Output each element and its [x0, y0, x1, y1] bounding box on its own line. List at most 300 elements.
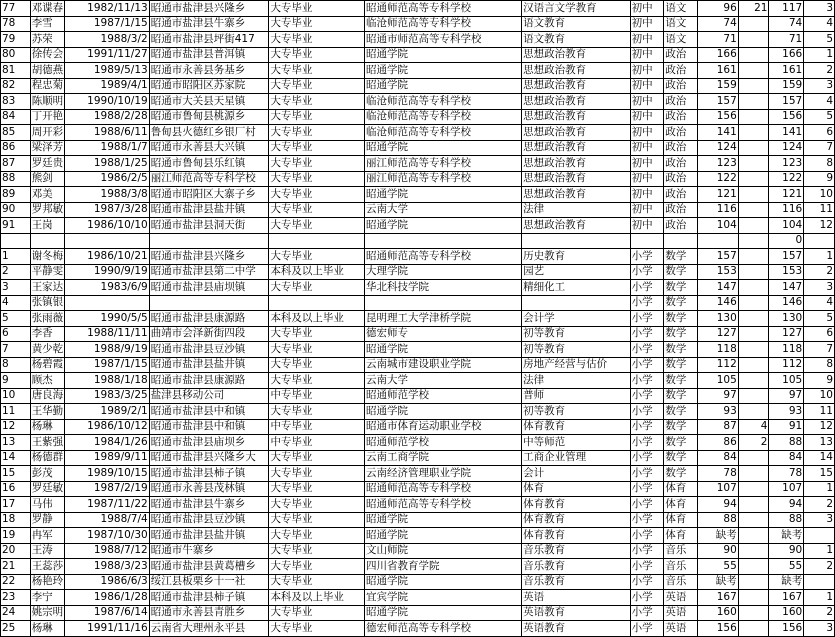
row-number-cell: 81 — [1, 63, 31, 79]
row-number-cell: 15 — [1, 466, 31, 482]
total-score-cell: 0 — [769, 233, 804, 249]
rank-cell: 7 — [804, 140, 835, 156]
bonus-score-cell — [738, 249, 769, 265]
education-level-cell: 大专毕业 — [269, 16, 365, 32]
subject-cell: 音乐 — [664, 559, 698, 575]
bonus-score-cell — [738, 47, 769, 63]
total-score-cell: 160 — [769, 605, 804, 621]
graduate-school-cell: 昭通学院 — [365, 47, 522, 63]
applicant-name-cell: 王紫强 — [30, 435, 65, 451]
table-row — [1, 388, 835, 404]
major-cell: 初等教育 — [522, 326, 631, 342]
written-score-cell: 160 — [698, 605, 739, 621]
total-score-cell: 84 — [769, 450, 804, 466]
address-cell: 昭通市永善县茂林镇 — [149, 481, 269, 497]
school-level-cell: 小学 — [630, 419, 664, 435]
school-level-cell: 初中 — [630, 47, 664, 63]
applicant-name-cell: 陈顺明 — [30, 94, 65, 110]
subject-cell: 政治 — [664, 156, 698, 172]
rank-cell: 9 — [804, 373, 835, 389]
birth-date-cell: 1990/9/19 — [65, 264, 150, 280]
graduate-school-cell: 德宏师范高等专科学校 — [365, 621, 522, 637]
total-score-cell: 88 — [769, 435, 804, 451]
school-level-cell: 初中 — [630, 156, 664, 172]
row-number-cell: 11 — [1, 404, 31, 420]
total-score-cell: 104 — [769, 218, 804, 234]
row-number-cell: 14 — [1, 450, 31, 466]
row-number-cell: 90 — [1, 202, 31, 218]
table-row — [1, 373, 835, 389]
table-row — [1, 435, 835, 451]
bonus-score-cell — [738, 280, 769, 296]
table-row — [1, 264, 835, 280]
education-level-cell: 大专毕业 — [269, 497, 365, 513]
table-row — [1, 233, 835, 249]
subject-cell: 音乐 — [664, 543, 698, 559]
education-level-cell: 大专毕业 — [269, 621, 365, 637]
graduate-school-cell: 云南大学 — [365, 373, 522, 389]
row-number-cell: 20 — [1, 543, 31, 559]
address-cell: 昭通市盐津县坪街417 — [149, 32, 269, 48]
applicant-name-cell: 梁泽芳 — [30, 140, 65, 156]
address-cell: 昭通市盐津县盐井镇 — [149, 202, 269, 218]
bonus-score-cell — [738, 528, 769, 544]
bonus-score-cell — [738, 543, 769, 559]
rank-cell: 2 — [804, 497, 835, 513]
bonus-score-cell — [738, 621, 769, 637]
education-level-cell: 大专毕业 — [269, 574, 365, 590]
rank-cell: 3 — [804, 1, 835, 17]
graduate-school-cell: 临沧师范高等专科学校 — [365, 125, 522, 141]
rank-cell — [804, 528, 835, 544]
total-score-cell: 118 — [769, 342, 804, 358]
address-cell: 昭通市盐津县柿子镇 — [149, 466, 269, 482]
subject-cell: 政治 — [664, 94, 698, 110]
subject-cell: 数学 — [664, 311, 698, 327]
education-level-cell: 大专毕业 — [269, 373, 365, 389]
total-score-cell: 127 — [769, 326, 804, 342]
written-score-cell: 107 — [698, 481, 739, 497]
school-level-cell: 小学 — [630, 342, 664, 358]
bonus-score-cell — [738, 78, 769, 94]
table-body — [1, 1, 835, 637]
rank-cell: 10 — [804, 187, 835, 203]
applicant-name-cell: 杨德群 — [30, 450, 65, 466]
address-cell: 昭通市鲁甸县桃源乡 — [149, 109, 269, 125]
total-score-cell: 117 — [769, 1, 804, 17]
row-number-cell: 12 — [1, 419, 31, 435]
birth-date-cell: 1987/2/19 — [65, 481, 150, 497]
major-cell: 英语 — [522, 590, 631, 606]
table-row — [1, 497, 835, 513]
address-cell: 昭通市盐津县兴隆乡 — [149, 249, 269, 265]
subject-cell: 数学 — [664, 295, 698, 311]
total-score-cell: 123 — [769, 156, 804, 172]
total-score-cell: 107 — [769, 481, 804, 497]
major-cell: 音乐教育 — [522, 574, 631, 590]
rank-cell: 13 — [804, 435, 835, 451]
rank-cell: 4 — [804, 94, 835, 110]
address-cell: 昭通市盐津县洞天街 — [149, 218, 269, 234]
school-level-cell: 小学 — [630, 404, 664, 420]
school-level-cell: 小学 — [630, 528, 664, 544]
school-level-cell: 小学 — [630, 497, 664, 513]
table-row — [1, 559, 835, 575]
birth-date-cell: 1982/11/13 — [65, 1, 150, 17]
applicant-name-cell: 程忠菊 — [30, 78, 65, 94]
applicant-name-cell: 王涛 — [30, 543, 65, 559]
subject-cell: 体育 — [664, 481, 698, 497]
school-level-cell: 初中 — [630, 125, 664, 141]
school-level-cell: 小学 — [630, 264, 664, 280]
bonus-score-cell — [738, 605, 769, 621]
row-number-cell: 5 — [1, 311, 31, 327]
education-level-cell: 本科及以上毕业 — [269, 264, 365, 280]
school-level-cell: 小学 — [630, 373, 664, 389]
education-level-cell: 大专毕业 — [269, 140, 365, 156]
graduate-school-cell: 昆明理工大学津桥学院 — [365, 311, 522, 327]
education-level-cell: 大专毕业 — [269, 47, 365, 63]
applicant-name-cell: 杨艳玲 — [30, 574, 65, 590]
address-cell: 昭通市盐津县中和镇 — [149, 404, 269, 420]
graduate-school-cell: 昭通师范高等专科学校 — [365, 481, 522, 497]
major-cell: 园艺 — [522, 264, 631, 280]
written-score-cell: 121 — [698, 187, 739, 203]
rank-cell: 10 — [804, 388, 835, 404]
written-score-cell: 97 — [698, 388, 739, 404]
graduate-school-cell: 昭通师范高等专科学校 — [365, 497, 522, 513]
applicant-name-cell: 王华勤 — [30, 404, 65, 420]
bonus-score-cell — [738, 342, 769, 358]
rank-cell: 5 — [804, 109, 835, 125]
rank-cell — [804, 233, 835, 249]
birth-date-cell: 1987/10/30 — [65, 528, 150, 544]
subject-cell: 政治 — [664, 202, 698, 218]
subject-cell: 体育 — [664, 512, 698, 528]
written-score-cell: 124 — [698, 140, 739, 156]
subject-cell: 政治 — [664, 47, 698, 63]
education-level-cell: 大专毕业 — [269, 528, 365, 544]
subject-cell: 数学 — [664, 264, 698, 280]
bonus-score-cell — [738, 450, 769, 466]
birth-date-cell: 1989/2/1 — [65, 404, 150, 420]
birth-date-cell: 1986/2/5 — [65, 171, 150, 187]
major-cell: 会计学 — [522, 311, 631, 327]
written-score-cell: 105 — [698, 373, 739, 389]
birth-date-cell: 1987/1/15 — [65, 357, 150, 373]
subject-cell: 英语 — [664, 590, 698, 606]
major-cell: 体育教育 — [522, 528, 631, 544]
school-level-cell: 小学 — [630, 295, 664, 311]
total-score-cell: 缺考 — [769, 528, 804, 544]
school-level-cell: 小学 — [630, 559, 664, 575]
row-number-cell: 6 — [1, 326, 31, 342]
table-row — [1, 512, 835, 528]
table-row — [1, 218, 835, 234]
birth-date-cell: 1989/9/11 — [65, 450, 150, 466]
address-cell: 昭通市盐津县黄葛槽乡 — [149, 559, 269, 575]
education-level-cell: 大专毕业 — [269, 187, 365, 203]
address-cell: 昭通市盐津县盐井镇 — [149, 357, 269, 373]
major-cell: 思想政治教育 — [522, 47, 631, 63]
address-cell: 昭通市永善县大兴镇 — [149, 140, 269, 156]
written-score-cell: 127 — [698, 326, 739, 342]
major-cell: 思想政治教育 — [522, 218, 631, 234]
major-cell: 中等师范 — [522, 435, 631, 451]
birth-date-cell: 1990/10/19 — [65, 94, 150, 110]
graduate-school-cell — [365, 295, 522, 311]
education-level-cell: 大专毕业 — [269, 280, 365, 296]
bonus-score-cell: 21 — [738, 1, 769, 17]
graduate-school-cell: 四川省教育学院 — [365, 559, 522, 575]
row-number-cell: 2 — [1, 264, 31, 280]
birth-date-cell: 1990/5/5 — [65, 311, 150, 327]
total-score-cell: 78 — [769, 466, 804, 482]
school-level-cell: 小学 — [630, 357, 664, 373]
major-cell — [522, 295, 631, 311]
total-score-cell: 130 — [769, 311, 804, 327]
subject-cell: 政治 — [664, 218, 698, 234]
applicant-name-cell: 王蕊莎 — [30, 559, 65, 575]
total-score-cell: 74 — [769, 16, 804, 32]
row-number-cell: 91 — [1, 218, 31, 234]
rank-cell: 2 — [804, 264, 835, 280]
address-cell: 昭通市盐津县盐井镇 — [149, 528, 269, 544]
written-score-cell: 116 — [698, 202, 739, 218]
major-cell: 工商企业管理 — [522, 450, 631, 466]
written-score-cell: 93 — [698, 404, 739, 420]
row-number-cell: 79 — [1, 32, 31, 48]
rank-cell: 9 — [804, 171, 835, 187]
written-score-cell: 94 — [698, 497, 739, 513]
applicant-name-cell: 张镇银 — [30, 295, 65, 311]
table-row — [1, 78, 835, 94]
subject-cell: 政治 — [664, 125, 698, 141]
education-level-cell: 中专毕业 — [269, 388, 365, 404]
major-cell: 初等教育 — [522, 342, 631, 358]
birth-date-cell: 1988/7/4 — [65, 512, 150, 528]
school-level-cell: 小学 — [630, 326, 664, 342]
rank-cell: 15 — [804, 466, 835, 482]
total-score-cell: 55 — [769, 559, 804, 575]
table-row — [1, 16, 835, 32]
address-cell: 昭通市盐津县庙坝乡 — [149, 435, 269, 451]
rank-cell: 6 — [804, 125, 835, 141]
birth-date-cell: 1986/10/21 — [65, 249, 150, 265]
total-score-cell: 71 — [769, 32, 804, 48]
rank-cell: 1 — [804, 543, 835, 559]
school-level-cell: 小学 — [630, 466, 664, 482]
total-score-cell: 161 — [769, 63, 804, 79]
education-level-cell: 大专毕业 — [269, 109, 365, 125]
subject-cell: 体育 — [664, 528, 698, 544]
major-cell: 语文教育 — [522, 32, 631, 48]
written-score-cell: 153 — [698, 264, 739, 280]
total-score-cell: 90 — [769, 543, 804, 559]
education-level-cell: 大专毕业 — [269, 63, 365, 79]
table-row — [1, 419, 835, 435]
school-level-cell: 初中 — [630, 32, 664, 48]
subject-cell: 体育 — [664, 497, 698, 513]
applicant-name-cell: 徐传会 — [30, 47, 65, 63]
table-row — [1, 109, 835, 125]
subject-cell: 数学 — [664, 342, 698, 358]
bonus-score-cell — [738, 187, 769, 203]
total-score-cell: 94 — [769, 497, 804, 513]
subject-cell: 数学 — [664, 357, 698, 373]
graduate-school-cell: 昭通市体育运动职业学校 — [365, 419, 522, 435]
school-level-cell: 小学 — [630, 512, 664, 528]
graduate-school-cell — [365, 233, 522, 249]
graduate-school-cell: 昭通学院 — [365, 528, 522, 544]
written-score-cell: 71 — [698, 32, 739, 48]
birth-date-cell: 1991/11/16 — [65, 621, 150, 637]
education-level-cell: 大专毕业 — [269, 1, 365, 17]
bonus-score-cell — [738, 497, 769, 513]
written-score-cell: 缺考 — [698, 574, 739, 590]
written-score-cell: 146 — [698, 295, 739, 311]
table-row — [1, 450, 835, 466]
written-score-cell: 87 — [698, 419, 739, 435]
applicant-name-cell: 邓美 — [30, 187, 65, 203]
written-score-cell: 55 — [698, 559, 739, 575]
row-number-cell: 80 — [1, 47, 31, 63]
major-cell: 法律 — [522, 202, 631, 218]
bonus-score-cell: 4 — [738, 419, 769, 435]
written-score-cell: 159 — [698, 78, 739, 94]
row-number-cell: 7 — [1, 342, 31, 358]
school-level-cell: 小学 — [630, 435, 664, 451]
table-row — [1, 295, 835, 311]
major-cell: 思想政治教育 — [522, 109, 631, 125]
table-row — [1, 481, 835, 497]
school-level-cell: 初中 — [630, 202, 664, 218]
birth-date-cell: 1991/11/27 — [65, 47, 150, 63]
birth-date-cell: 1983/6/9 — [65, 280, 150, 296]
row-number-cell: 9 — [1, 373, 31, 389]
school-level-cell: 初中 — [630, 140, 664, 156]
applicant-name-cell: 熊剑 — [30, 171, 65, 187]
graduate-school-cell: 昭通师范高等专科学校 — [365, 1, 522, 17]
applicant-name-cell — [30, 233, 65, 249]
address-cell: 昭通市大关县天星镇 — [149, 94, 269, 110]
education-level-cell: 大专毕业 — [269, 342, 365, 358]
total-score-cell: 157 — [769, 94, 804, 110]
birth-date-cell: 1988/1/25 — [65, 156, 150, 172]
school-level-cell: 小学 — [630, 590, 664, 606]
table-row — [1, 202, 835, 218]
row-number-cell: 25 — [1, 621, 31, 637]
table-row — [1, 249, 835, 265]
total-score-cell: 157 — [769, 249, 804, 265]
address-cell: 昭通市盐津县康源路 — [149, 373, 269, 389]
graduate-school-cell: 昭通学院 — [365, 512, 522, 528]
bonus-score-cell — [738, 32, 769, 48]
major-cell: 普师 — [522, 388, 631, 404]
subject-cell: 英语 — [664, 605, 698, 621]
applicant-name-cell: 张雨薇 — [30, 311, 65, 327]
graduate-school-cell: 大理学院 — [365, 264, 522, 280]
row-number-cell: 8 — [1, 357, 31, 373]
address-cell: 昭通市盐津县第二中学 — [149, 264, 269, 280]
bonus-score-cell — [738, 574, 769, 590]
rank-cell: 14 — [804, 450, 835, 466]
applicant-name-cell: 谢冬梅 — [30, 249, 65, 265]
applicant-name-cell: 马伟 — [30, 497, 65, 513]
major-cell: 房地产经营与估价 — [522, 357, 631, 373]
table-row — [1, 187, 835, 203]
subject-cell: 数学 — [664, 249, 698, 265]
table-row — [1, 621, 835, 637]
graduate-school-cell: 昭通师范高等专科学校 — [365, 249, 522, 265]
major-cell: 思想政治教育 — [522, 63, 631, 79]
total-score-cell: 124 — [769, 140, 804, 156]
bonus-score-cell — [738, 140, 769, 156]
graduate-school-cell: 云南经济管理职业学院 — [365, 466, 522, 482]
total-score-cell: 93 — [769, 404, 804, 420]
education-level-cell: 大专毕业 — [269, 559, 365, 575]
written-score-cell: 122 — [698, 171, 739, 187]
education-level-cell: 中专毕业 — [269, 419, 365, 435]
major-cell: 思想政治教育 — [522, 78, 631, 94]
education-level-cell: 大专毕业 — [269, 94, 365, 110]
bonus-score-cell — [738, 512, 769, 528]
applicant-name-cell: 胡德燕 — [30, 63, 65, 79]
graduate-school-cell: 丽江师范高等专科学校 — [365, 171, 522, 187]
row-number-cell: 24 — [1, 605, 31, 621]
education-level-cell: 大专毕业 — [269, 171, 365, 187]
subject-cell: 政治 — [664, 63, 698, 79]
address-cell: 昭通市昭阳区大寨子乡 — [149, 187, 269, 203]
written-score-cell: 130 — [698, 311, 739, 327]
rank-cell: 12 — [804, 419, 835, 435]
row-number-cell: 89 — [1, 187, 31, 203]
graduate-school-cell: 华北科技学院 — [365, 280, 522, 296]
address-cell: 昭通市盐津县柿子镇 — [149, 590, 269, 606]
birth-date-cell: 1988/11/11 — [65, 326, 150, 342]
education-level-cell: 大专毕业 — [269, 78, 365, 94]
subject-cell — [664, 233, 698, 249]
bonus-score-cell — [738, 156, 769, 172]
total-score-cell: 116 — [769, 202, 804, 218]
education-level-cell: 大专毕业 — [269, 605, 365, 621]
address-cell: 昭通市盐津县康源路 — [149, 311, 269, 327]
subject-cell: 数学 — [664, 373, 698, 389]
table-row — [1, 342, 835, 358]
written-score-cell: 166 — [698, 47, 739, 63]
education-level-cell: 大专毕业 — [269, 218, 365, 234]
school-level-cell: 初中 — [630, 63, 664, 79]
graduate-school-cell: 云南城市建设职业学院 — [365, 357, 522, 373]
applicant-name-cell: 黄少乾 — [30, 342, 65, 358]
written-score-cell: 156 — [698, 621, 739, 637]
school-level-cell: 初中 — [630, 1, 664, 17]
applicant-name-cell: 平静雯 — [30, 264, 65, 280]
table-row — [1, 605, 835, 621]
address-cell: 绥江县板栗乡十一社 — [149, 574, 269, 590]
major-cell: 体育教育 — [522, 512, 631, 528]
applicant-name-cell: 杨琳 — [30, 419, 65, 435]
applicant-name-cell: 罗廷敏 — [30, 481, 65, 497]
school-level-cell: 初中 — [630, 109, 664, 125]
graduate-school-cell: 临沧师范高等专科学校 — [365, 16, 522, 32]
major-cell: 会计 — [522, 466, 631, 482]
birth-date-cell: 1988/7/12 — [65, 543, 150, 559]
applicant-name-cell: 杨琳 — [30, 621, 65, 637]
birth-date-cell: 1988/3/8 — [65, 187, 150, 203]
education-level-cell: 本科及以上毕业 — [269, 311, 365, 327]
education-level-cell: 大专毕业 — [269, 357, 365, 373]
